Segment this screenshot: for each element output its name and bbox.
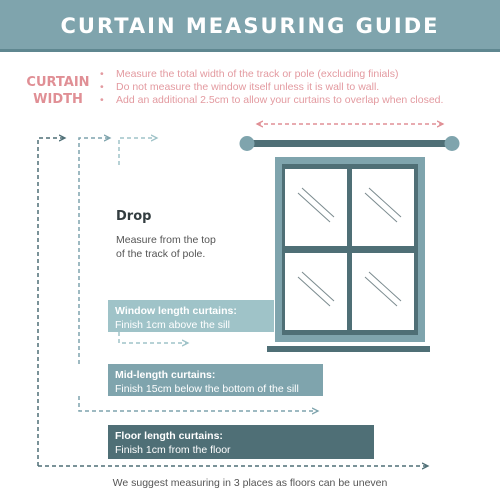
floor-length-drop-line <box>38 138 65 466</box>
instruction-item: • Measure the total width of the track or pole (excluding finials) <box>100 68 443 81</box>
window-sill <box>267 346 430 352</box>
floor-length-box <box>108 425 374 459</box>
curtain-width-label-line1: CURTAIN <box>26 75 90 90</box>
drop-title: Drop <box>116 209 152 224</box>
drop-description: Measure from the top of the track of pole. <box>116 234 216 260</box>
window-length-box <box>108 300 274 332</box>
mid-length-finish-line <box>79 396 318 411</box>
pole-finial-right <box>445 136 460 151</box>
instruction-item: • Add an additional 2.5cm to allow your curtains to overlap when closed. <box>100 94 443 107</box>
instruction-item: • Do not measure the window itself unless it is wall to wall. <box>100 81 443 94</box>
window-illustration <box>267 157 430 352</box>
window-length-text: Finish 1cm above the sill <box>115 319 230 331</box>
curtain-pole <box>250 140 450 147</box>
mid-length-drop-line <box>79 138 110 364</box>
window-length-finish-line <box>119 332 188 343</box>
mid-length-box <box>108 364 323 396</box>
floor-length-text: Finish 1cm from the floor <box>115 444 231 456</box>
floor-length-title: Floor length curtains: <box>115 430 223 442</box>
page-title: CURTAIN MEASURING GUIDE <box>60 14 440 38</box>
pole-finial-left <box>240 136 255 151</box>
window-length-title: Window length curtains: <box>115 305 237 317</box>
curtain-width-label-line2: WIDTH <box>33 92 83 107</box>
mid-length-title: Mid-length curtains: <box>115 369 216 381</box>
window-length-drop-line <box>119 138 157 165</box>
mid-length-text: Finish 15cm below the bottom of the sill <box>115 383 299 395</box>
footer-note: We suggest measuring in 3 places as floors can be uneven <box>112 477 388 489</box>
